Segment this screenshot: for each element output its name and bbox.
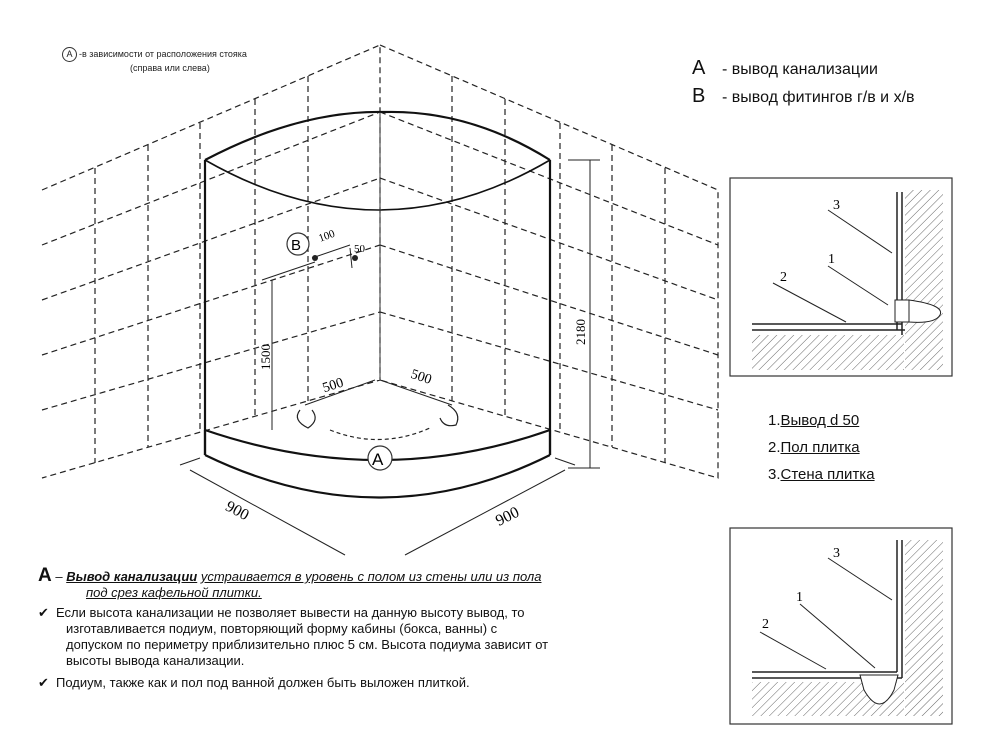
dim-drain-right: 500 <box>408 367 434 388</box>
note-bullet-1 <box>38 605 718 669</box>
dim-fit-spacing: 100 <box>317 227 337 245</box>
legend-key-b: B <box>692 85 706 107</box>
installation-notes <box>38 565 718 691</box>
legend-item-a <box>692 58 915 80</box>
detail1-label-2: 2 <box>780 270 787 285</box>
detail2-label-1: 1 <box>796 590 803 605</box>
fitting-point <box>352 255 358 261</box>
note-a <box>38 565 718 586</box>
note-a-rest1: устраивается в уровень с полом из стены или из пола <box>200 569 542 584</box>
dim-fit-offset: 50 <box>354 243 365 255</box>
marker-a-label: A <box>372 450 384 469</box>
dim-height-fittings: 1500 <box>258 344 273 370</box>
marker-b-label: B <box>291 237 302 254</box>
detail2-label-2: 2 <box>762 617 769 632</box>
bullet1-line3: допуском по периметру приблизительно плюс 5 см. Высота подиума зависит от <box>66 637 549 652</box>
part-num: 1. <box>768 412 781 429</box>
note-a-dash: – <box>55 569 63 584</box>
note-a-key: A <box>38 565 52 586</box>
dim-drain-left: 500 <box>320 375 346 397</box>
bullet1-line4: высоты вывода канализации. <box>66 653 245 668</box>
legend-text-b: - вывод фитингов г/в и х/в <box>722 89 915 106</box>
legend-text-a: - вывод канализации <box>722 61 878 78</box>
bullet1-line1: Если высота канализации не позволяет вывести на данную высоту вывод, то <box>56 605 525 620</box>
legend-key-a: A <box>692 57 706 79</box>
bullet2-text: Подиум, также как и пол под ванной должен быть выложен плиткой. <box>56 675 470 690</box>
note-a-rest2: под срез кафельной плитки. <box>86 585 262 600</box>
placement-note <box>62 47 247 74</box>
parts-list <box>768 412 875 493</box>
legend <box>692 58 915 108</box>
note-a-emph: Вывод канализации <box>66 569 198 584</box>
check-icon: ✔ <box>38 605 49 620</box>
fitting-point <box>312 255 318 261</box>
part-num: 2. <box>768 439 781 456</box>
note-line1: -в зависимости от расположения стояка <box>79 48 247 59</box>
dim-height-total: 2180 <box>573 319 588 345</box>
bullet1-line2: изготавливается подиум, повторяющий форму кабины (бокса, ванны) с <box>66 621 498 636</box>
note-line2: (справа или слева) <box>130 63 210 73</box>
detail1-label-1: 1 <box>828 252 835 267</box>
detail1-label-3: 3 <box>833 198 840 213</box>
part-item <box>768 412 875 439</box>
legend-item-b <box>692 86 915 108</box>
dim-width-left: 900 <box>222 497 252 525</box>
part-text: Стена плитка <box>780 466 875 483</box>
shower-cabin <box>205 112 550 498</box>
detail-box-wall-outlet <box>730 178 952 376</box>
dim-width-right: 900 <box>493 503 523 530</box>
check-icon: ✔ <box>38 675 49 690</box>
drain-outlets <box>297 405 457 440</box>
note-bullet-2 <box>38 675 718 691</box>
part-item <box>768 466 875 493</box>
part-text: Пол плитка <box>780 439 860 456</box>
part-text: Вывод d 50 <box>780 412 860 429</box>
part-item <box>768 439 875 466</box>
part-num: 3. <box>768 466 781 483</box>
note-marker: A <box>62 47 77 62</box>
detail2-label-3: 3 <box>833 546 840 561</box>
